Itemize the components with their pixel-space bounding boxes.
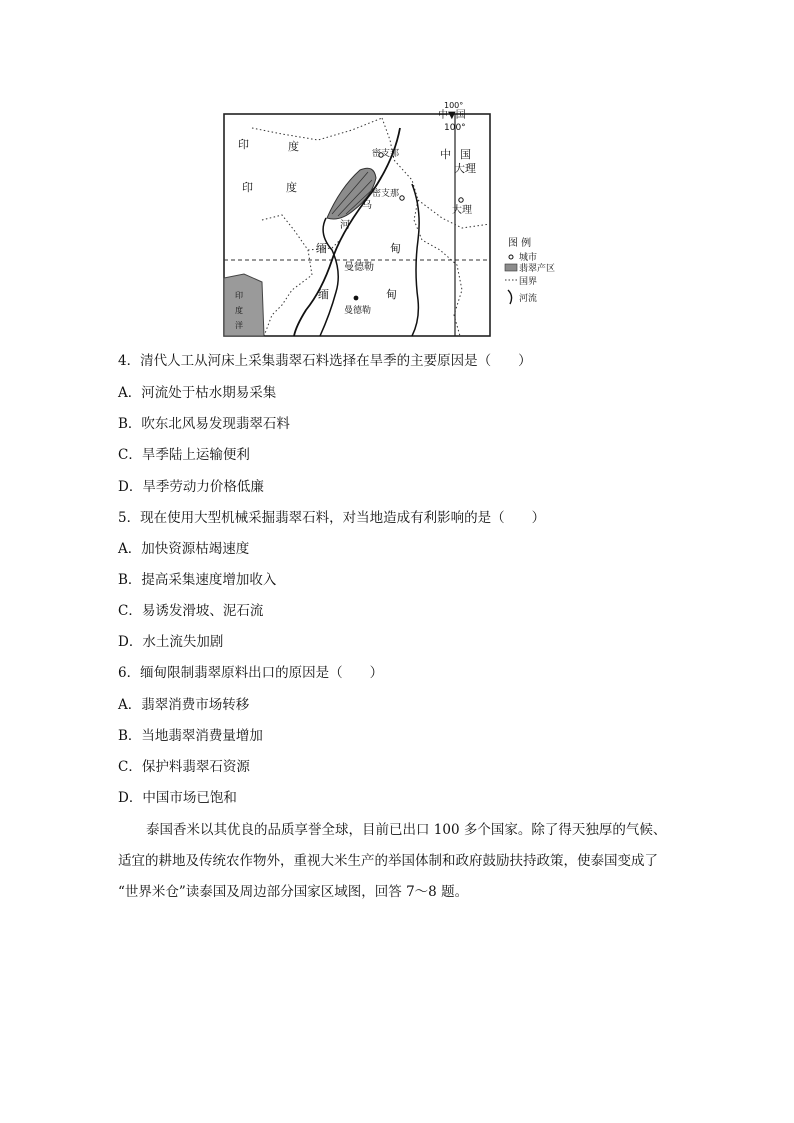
label-india: 印 — [238, 138, 249, 151]
label-china: 中 — [440, 148, 451, 161]
legend-jade-area: 翡翠产区 — [519, 264, 556, 274]
passage — [118, 815, 678, 908]
label-china: 国 — [460, 148, 471, 161]
ocean-area — [224, 274, 264, 336]
question-5-stem: 5．现在使用大型机械采掘翡翠石料，对当地造成有利影响的是（ ） — [118, 510, 546, 526]
legend-border: 国界 — [519, 277, 538, 287]
label-longitude: 100° — [444, 101, 464, 110]
question-5-option-c: C．易诱发滑坡、泥石流 — [118, 603, 264, 619]
question-6-stem: 6．缅甸限制翡翠原料出口的原因是（ ） — [118, 665, 384, 681]
label-ocean: 洋 — [235, 321, 243, 330]
legend-river: 河流 — [519, 294, 538, 304]
label-myitkyina: 密支那 — [372, 149, 400, 159]
label-mandalay: 曼德勒 — [344, 306, 372, 316]
legend-river-icon — [508, 290, 512, 304]
question-6-option-a: A．翡翠消费市场转移 — [118, 697, 250, 713]
label-mandalay: 曼德勒 — [344, 262, 374, 273]
label-india: 印 — [242, 181, 253, 194]
label-myanmar: 甸 — [386, 288, 397, 301]
label-uru-river: 乌 — [362, 200, 372, 211]
label-ocean: 印 — [235, 291, 243, 300]
question-5-option-a: A．加快资源枯竭速度 — [118, 541, 250, 557]
question-6-option-d: D．中国市场已饱和 — [118, 790, 237, 806]
legend-city-icon — [509, 255, 513, 259]
map-legend — [505, 236, 555, 304]
question-4-stem: 4．清代人工从河床上采集翡翠石料选择在旱季的主要原因是（ ） — [118, 353, 532, 369]
question-5-option-d: D．水土流失加剧 — [118, 634, 224, 650]
legend-jade-icon — [505, 264, 517, 271]
legend-city: 城市 — [519, 253, 538, 263]
label-dali: 大理 — [454, 162, 476, 175]
question-4-option-d: D．旱季劳动力价格低廉 — [118, 479, 264, 495]
myanmar-region-map — [222, 100, 574, 338]
label-myitkyina: 密支那 — [372, 189, 400, 199]
question-4-option-b: B．吹东北风易发现翡翠石料 — [118, 416, 290, 432]
label-india: 度 — [286, 181, 297, 194]
question-6-option-c: C．保护料翡翠石资源 — [118, 759, 250, 775]
label-ocean: 度 — [235, 306, 243, 315]
question-6-option-b: B．当地翡翠消费量增加 — [118, 728, 263, 744]
passage-line-3: “世界米仓”读泰国及周边部分国家区域图，回答 7～8 题。 — [118, 884, 469, 900]
label-india: 度 — [288, 140, 299, 153]
label-myanmar: 缅 — [318, 288, 329, 301]
question-4-option-c: C．旱季陆上运输便利 — [118, 447, 250, 463]
passage-text: 泰国香米以其优良的品质享誉全球，目前已出口 100 多个国家。除了得天独厚的气候、 — [146, 822, 667, 838]
passage-line-1 — [118, 815, 678, 846]
label-myanmar: 缅 — [316, 242, 327, 255]
label-dali: 大理 — [452, 205, 472, 216]
question-5-option-b: B．提高采集速度增加收入 — [118, 572, 277, 588]
map-figure — [222, 100, 574, 338]
question-4-option-a: A．河流处于枯水期易采集 — [118, 385, 277, 401]
label-myanmar: 甸 — [390, 242, 401, 255]
label-china-top: 中▼国 — [438, 110, 466, 121]
label-uru-river: 河 — [340, 220, 350, 231]
city-marker — [354, 296, 359, 301]
label-longitude: 100° — [444, 123, 466, 133]
passage-line-2: 适宜的耕地及传统农作物外，重视大米生产的举国体制和政府鼓励扶持政策，使泰国变成了 — [118, 853, 658, 869]
legend-title: 图 例 — [508, 238, 532, 249]
